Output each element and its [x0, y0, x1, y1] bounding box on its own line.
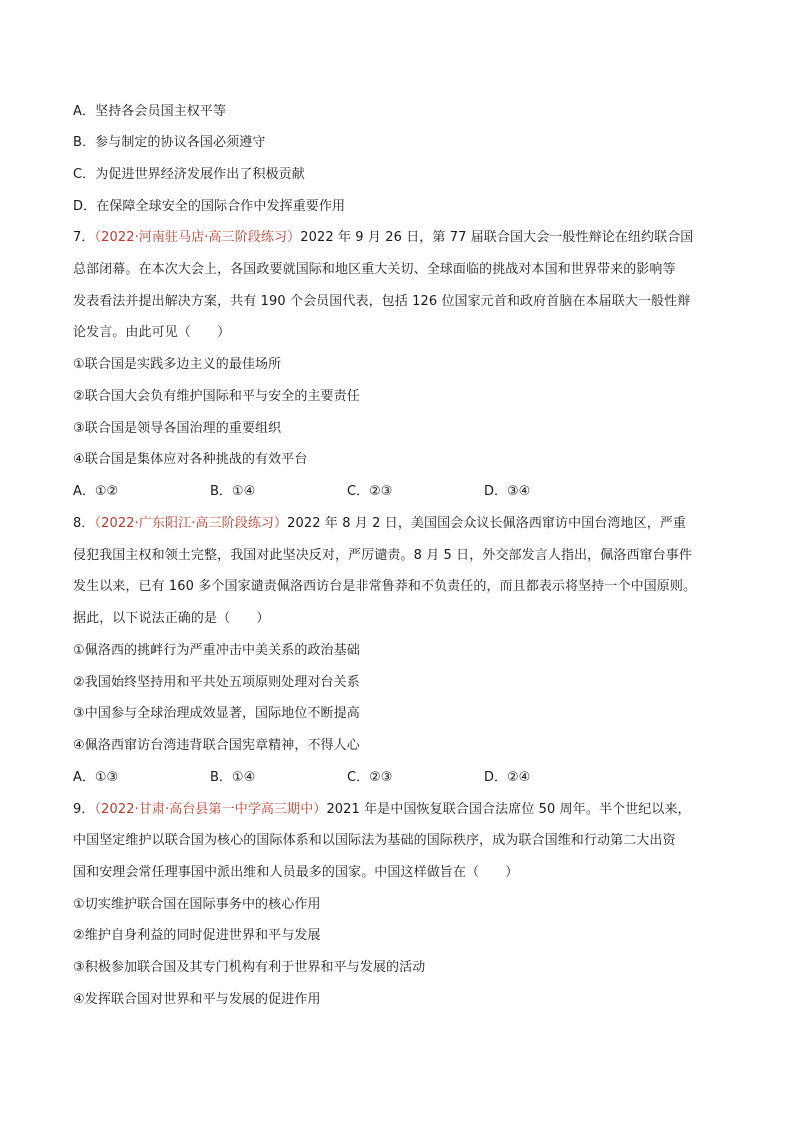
q8-statement-3: ③中国参与全球治理成效显著，国际地位不断提高	[73, 706, 360, 721]
q8-stem-text: 2022 年 8 月 2 日，美国国会众议长佩洛西窜访中国台湾地区，严重	[287, 516, 687, 531]
q9-statement-3: ③积极参加联合国及其专门机构有利于世界和平与发展的活动	[73, 960, 426, 975]
prev-option-d: D．在保障全球安全的国际合作中发挥重要作用	[73, 199, 346, 214]
q7-statement-2: ②联合国大会负有维护国际和平与安全的主要责任	[73, 389, 360, 404]
q8-stem-line-2: 侵犯我国主权和领土完整，我国对此坚决反对，严厉谴责。8 月 5 日，外交部发言人指出，佩洛西窜台事件	[73, 548, 692, 563]
prev-option-a: A．坚持各会员国主权平等	[73, 104, 227, 119]
q9-stem-line-2: 中国坚定维护以联合国为核心的国际体系和以国际法为基础的国际秩序，成为联合国维和行动第二大出资	[73, 833, 676, 848]
q9-stem-line-3: 国和安理会常任理事国中派出维和人员最多的国家。中国这样做旨在（ ）	[73, 865, 519, 880]
q7-statement-3: ③联合国是领导各国治理的重要组织	[73, 421, 282, 436]
q8-number: 8．	[73, 516, 95, 531]
q8-statement-4: ④佩洛西窜访台湾违背联合国宪章精神，不得人心	[73, 738, 360, 753]
q7-statement-4: ④联合国是集体应对各种挑战的有效平台	[73, 452, 308, 467]
q7-stem-line-4: 论发言。由此可见（ ）	[73, 325, 231, 340]
q8-stem-line-1	[73, 515, 686, 533]
q7-stem-line-1	[73, 229, 693, 247]
q7-number: 7．	[73, 230, 95, 245]
q9-source: （2022·甘肃·高台县第一中学高三期中）	[94, 802, 327, 817]
q7-choice-d: D．③④	[484, 484, 531, 499]
q8-choice-d: D．②④	[484, 770, 531, 785]
q8-choice-b: B．①④	[210, 770, 256, 785]
q7-stem-line-2: 总部闭幕。在本次大会上，各国政要就国际和地区重大关切、全球面临的挑战对本国和世界带来的影响等	[73, 262, 676, 277]
q7-choice-b: B．①④	[210, 484, 256, 499]
q8-choice-c: C．②③	[347, 770, 393, 785]
q8-statement-2: ②我国始终坚持用和平共处五项原则处理对台关系	[73, 675, 360, 690]
prev-option-c: C．为促进世界经济发展作出了积极贡献	[73, 167, 305, 182]
q8-choice-a: A．①③	[73, 770, 119, 785]
q8-source: （2022·广东阳江·高三阶段练习）	[94, 516, 288, 531]
q7-choice-a: A．①②	[73, 484, 119, 499]
q8-statement-1: ①佩洛西的挑衅行为严重冲击中美关系的政治基础	[73, 643, 360, 658]
q9-stem-text: 2021 年是中国恢复联合国合法席位 50 周年。半个世纪以来，	[326, 802, 691, 817]
q7-stem-line-3: 发表看法并提出解决方案，共有 190 个会员国代表，包括 126 位国家元首和政府首脑在本届联大一般性辩	[73, 294, 691, 309]
q9-statement-2: ②维护自身利益的同时促进世界和平与发展	[73, 928, 321, 943]
q8-stem-line-4: 据此，以下说法正确的是（ ）	[73, 611, 270, 626]
prev-option-b: B．参与制定的协议各国必须遵守	[73, 135, 266, 150]
q9-statement-1: ①切实维护联合国在国际事务中的核心作用	[73, 897, 321, 912]
q7-statement-1: ①联合国是实践多边主义的最佳场所	[73, 357, 282, 372]
q7-source: （2022·河南驻马店·高三阶段练习）	[94, 230, 301, 245]
q9-stem-line-1	[73, 801, 691, 819]
q7-choice-c: C．②③	[347, 484, 393, 499]
q7-stem-text: 2022 年 9 月 26 日，第 77 届联合国大会一般性辩论在纽约联合国	[300, 230, 694, 245]
q8-stem-line-3: 发生以来，已有 160 多个国家谴责佩洛西访台是非常鲁莽和不负责任的，而且都表示将坚持一个中国原则。	[73, 579, 697, 594]
q9-statement-4: ④发挥联合国对世界和平与发展的促进作用	[73, 992, 321, 1007]
q9-number: 9．	[73, 802, 95, 817]
